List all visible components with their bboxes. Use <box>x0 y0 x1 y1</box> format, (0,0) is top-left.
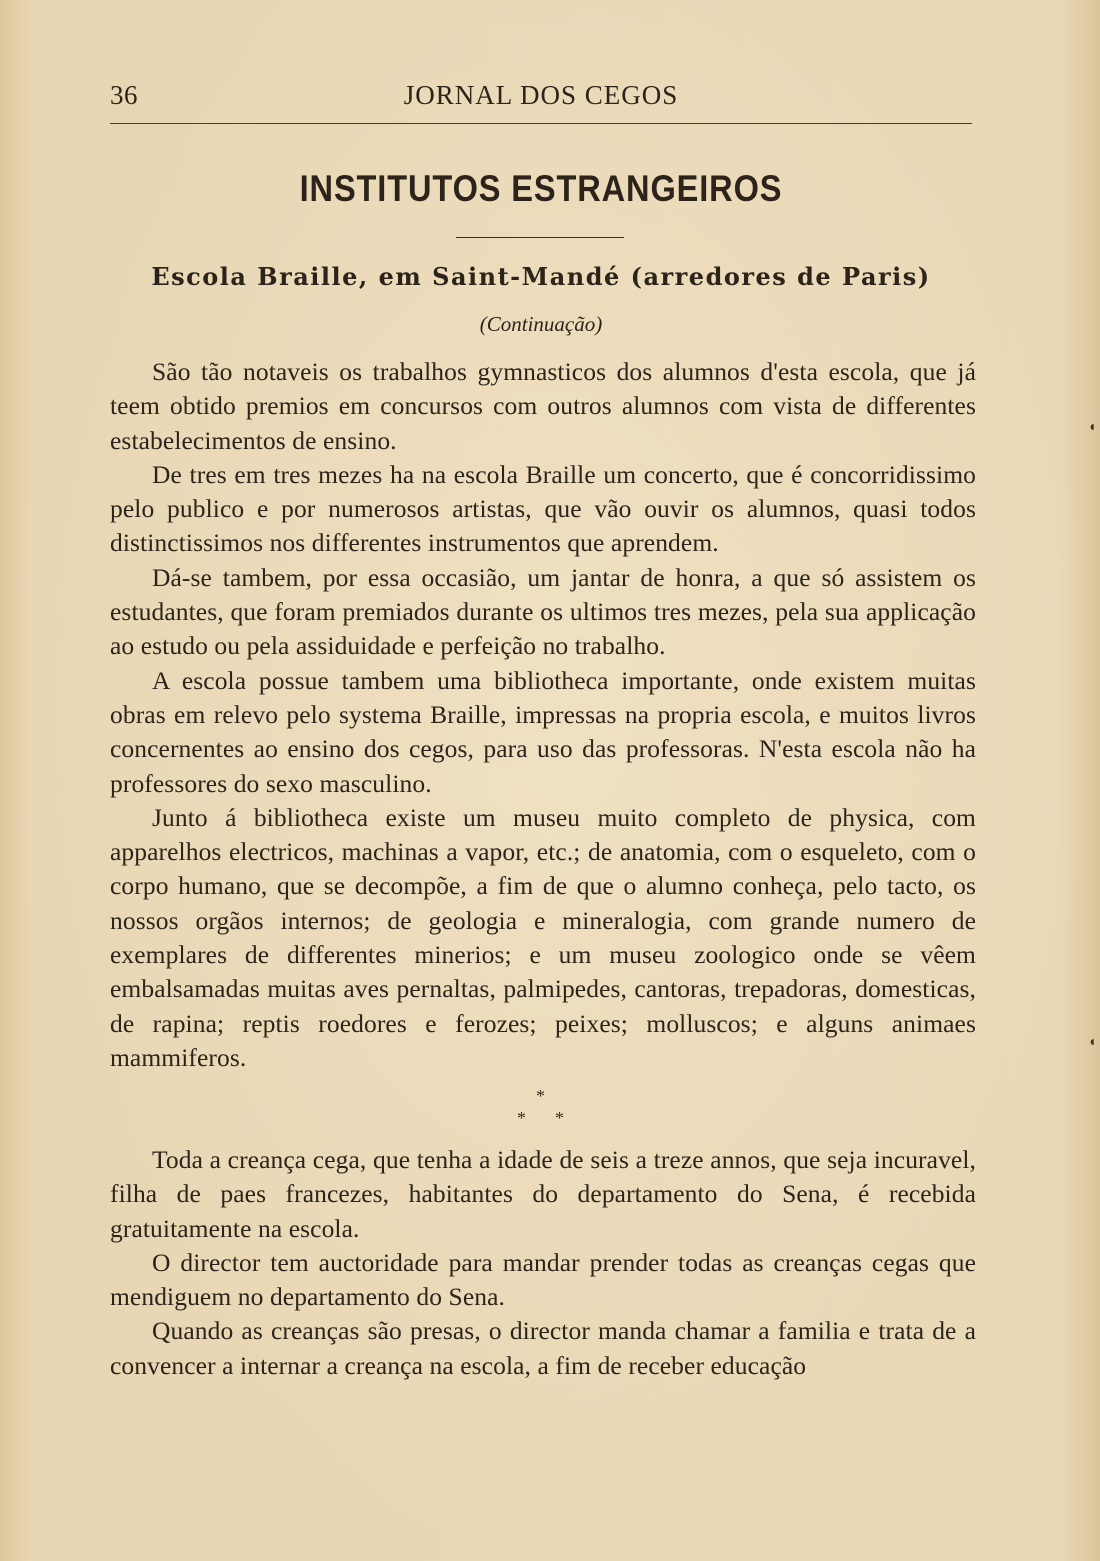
paragraph: Quando as creanças são presas, o director manda chamar a familia e trata de a convencer a internar a creança na escola, a fim de receber educação <box>110 1316 976 1380</box>
page-number: 36 <box>110 80 138 110</box>
page-header <box>110 74 972 114</box>
body-text-block <box>110 1143 976 1383</box>
paragraph: De tres em tres mezes ha na escola Braille um concerto, que é concorridissimo pelo publico e por numerosos artistas, que vão ouvir os alumnos, quasi todos distinctissimos nos differentes instrumentos que aprendem. <box>110 459 976 558</box>
section-title: INSTITUTOS ESTRANGEIROS <box>299 168 783 209</box>
continuation-note: (Continuação) <box>479 312 603 336</box>
article-subtitle: Escola Braille, em Saint-Mandé (arredores de Paris) <box>151 262 931 291</box>
margin-mark-icon: ◖ <box>1088 1035 1097 1050</box>
asterisk-glyph: * <box>517 1108 526 1128</box>
header-rule <box>110 123 972 124</box>
asterisk-glyph: * <box>555 1108 564 1128</box>
paragraph: Toda a creança cega, que tenha a idade de seis a treze annos, que seja incuravel, filha de paes francezes, habitantes do departamento do Sena, é recebida gratuitamente na escola. <box>110 1145 976 1243</box>
paragraph: A escola possue tambem uma bibliotheca importante, onde existem muitas obras em relevo pelo systema Braille, impressas na propria escola, e muitos livros concernentes ao ensino dos cegos, para uso das professoras. N'esta escola não ha professores do sexo masculino. <box>110 665 976 798</box>
paragraph: O director tem auctoridade para mandar prender todas as creanças cegas que mendiguem no departamento do Sena. <box>110 1247 976 1312</box>
body-text-block <box>110 355 976 1075</box>
margin-mark-icon: ◖ <box>1088 420 1097 435</box>
paragraph: Junto á bibliotheca existe um museu muito completo de physica, com apparelhos electricos, machinas a vapor, etc.; de anatomia, com o esqueleto, com o corpo humano, que se decompõe, a fim de que o alumno conheça, pelo tacto, os nossos orgãos internos; de geologia e mineralogia, com grande numero de exemplares de differentes minerios; e um museu zoologico onde se vêem embalsamadas muitas aves pernaltas, palmipedes, cantoras, trepadoras, domesticas, de rapina; reptis roedores e ferozes; peixes; molluscos; e alguns animaes mammiferos. <box>110 802 976 1072</box>
paragraph: Dá-se tambem, por essa occasião, um jantar de honra, a que só assistem os estudantes, que foram premiados durante os ultimos tres mezes, pela sua applicação ao estudo ou pela assiduidade e perfeição no trabalho. <box>110 562 976 661</box>
running-head: JORNAL DOS CEGOS <box>403 80 679 110</box>
paragraph: São tão notaveis os trabalhos gymnasticos dos alumnos d'esta escola, que já teem obtido premios em concursos com outros alumnos com vista de differentes estabelecimentos de ensino. <box>110 357 976 455</box>
asterisk-glyph: * <box>536 1086 545 1106</box>
asterism-divider <box>500 1086 590 1136</box>
title-rule <box>456 237 624 238</box>
